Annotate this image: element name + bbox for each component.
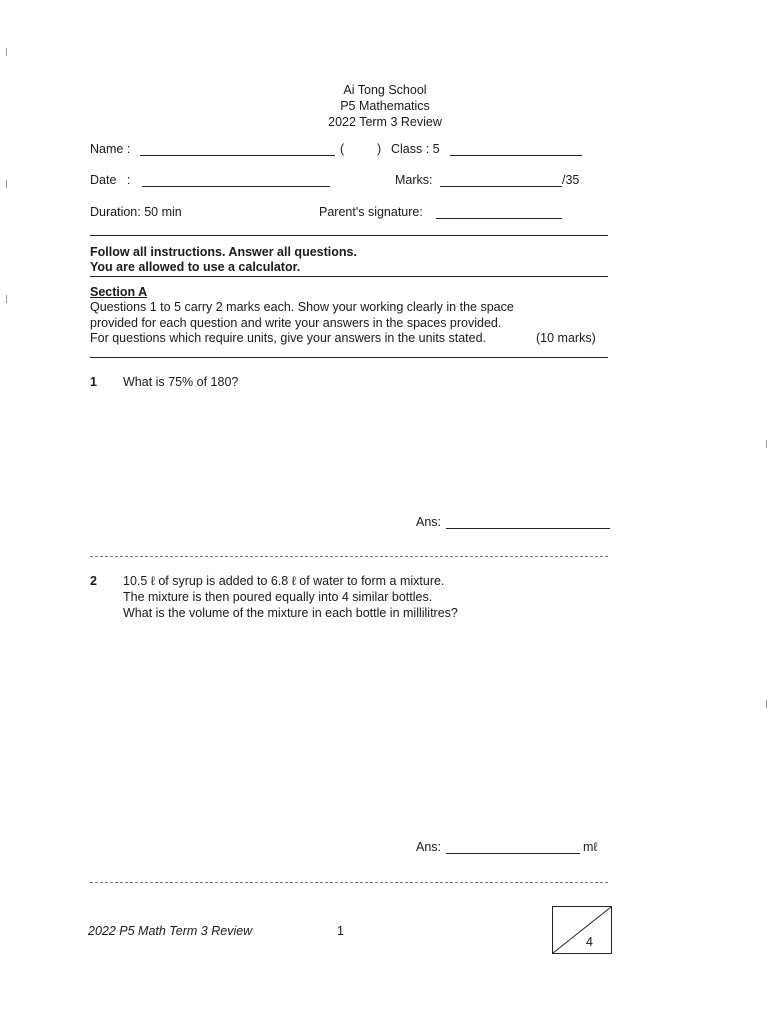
- answer-unit: mℓ: [583, 840, 598, 854]
- divider: [90, 235, 608, 236]
- signature-field[interactable]: [436, 218, 562, 219]
- name-label: Name :: [90, 142, 131, 156]
- signature-label: Parent's signature:: [319, 205, 423, 219]
- answer-field[interactable]: [446, 528, 610, 529]
- question-number: 1: [90, 375, 97, 389]
- school-name: Ai Tong School: [343, 83, 427, 97]
- section-title: Section A: [90, 285, 148, 299]
- page-number: 1: [337, 924, 344, 938]
- section-instruction-1: Questions 1 to 5 carry 2 marks each. Show your working clearly in the space: [90, 300, 514, 314]
- scan-artifact: [6, 295, 7, 303]
- answer-label: Ans:: [416, 515, 442, 529]
- register-paren-open: (: [340, 142, 345, 156]
- question-divider: [90, 882, 608, 883]
- subject-name: P5 Mathematics: [340, 99, 430, 113]
- question-divider: [90, 556, 608, 557]
- register-paren-close: ): [377, 142, 382, 156]
- scan-artifact: [766, 700, 767, 708]
- section-marks: (10 marks): [536, 331, 596, 345]
- document-header: [0, 82, 770, 130]
- question-text-line-3: What is the volume of the mixture in each bottle in millilitres?: [123, 606, 458, 620]
- divider: [90, 357, 608, 358]
- instruction-line-1: Follow all instructions. Answer all questions.: [90, 245, 357, 259]
- marks-label: Marks:: [395, 173, 433, 187]
- date-field[interactable]: [142, 186, 330, 187]
- class-label: Class : 5: [391, 142, 440, 156]
- scan-artifact: [6, 48, 7, 56]
- divider: [90, 276, 608, 277]
- section-instruction-3: For questions which require units, give your answers in the units stated.: [90, 331, 487, 345]
- score-box: [552, 906, 612, 954]
- marks-field[interactable]: [440, 186, 562, 187]
- instruction-line-2: You are allowed to use a calculator.: [90, 260, 301, 274]
- score-box-value: 4: [586, 935, 593, 949]
- paper-title: 2022 Term 3 Review: [328, 115, 442, 129]
- question-text-line-1: 10.5 ℓ of syrup is added to 6.8 ℓ of water to form a mixture.: [123, 574, 445, 588]
- answer-label: Ans:: [416, 840, 442, 854]
- question-number: 2: [90, 574, 97, 588]
- score-box-frame: [552, 906, 612, 954]
- footer-title: 2022 P5 Math Term 3 Review: [88, 924, 253, 938]
- class-field[interactable]: [450, 155, 582, 156]
- question-text-line-2: The mixture is then poured equally into 4 similar bottles.: [123, 590, 433, 604]
- scan-artifact: [6, 180, 7, 188]
- date-label: Date :: [90, 173, 131, 187]
- section-instruction-2: provided for each question and write your answers in the spaces provided.: [90, 316, 502, 330]
- name-field[interactable]: [140, 155, 335, 156]
- question-text: What is 75% of 180?: [123, 375, 239, 389]
- duration-text: Duration: 50 min: [90, 205, 182, 219]
- answer-field[interactable]: [446, 853, 580, 854]
- marks-total: /35: [562, 173, 580, 187]
- scan-artifact: [766, 440, 767, 448]
